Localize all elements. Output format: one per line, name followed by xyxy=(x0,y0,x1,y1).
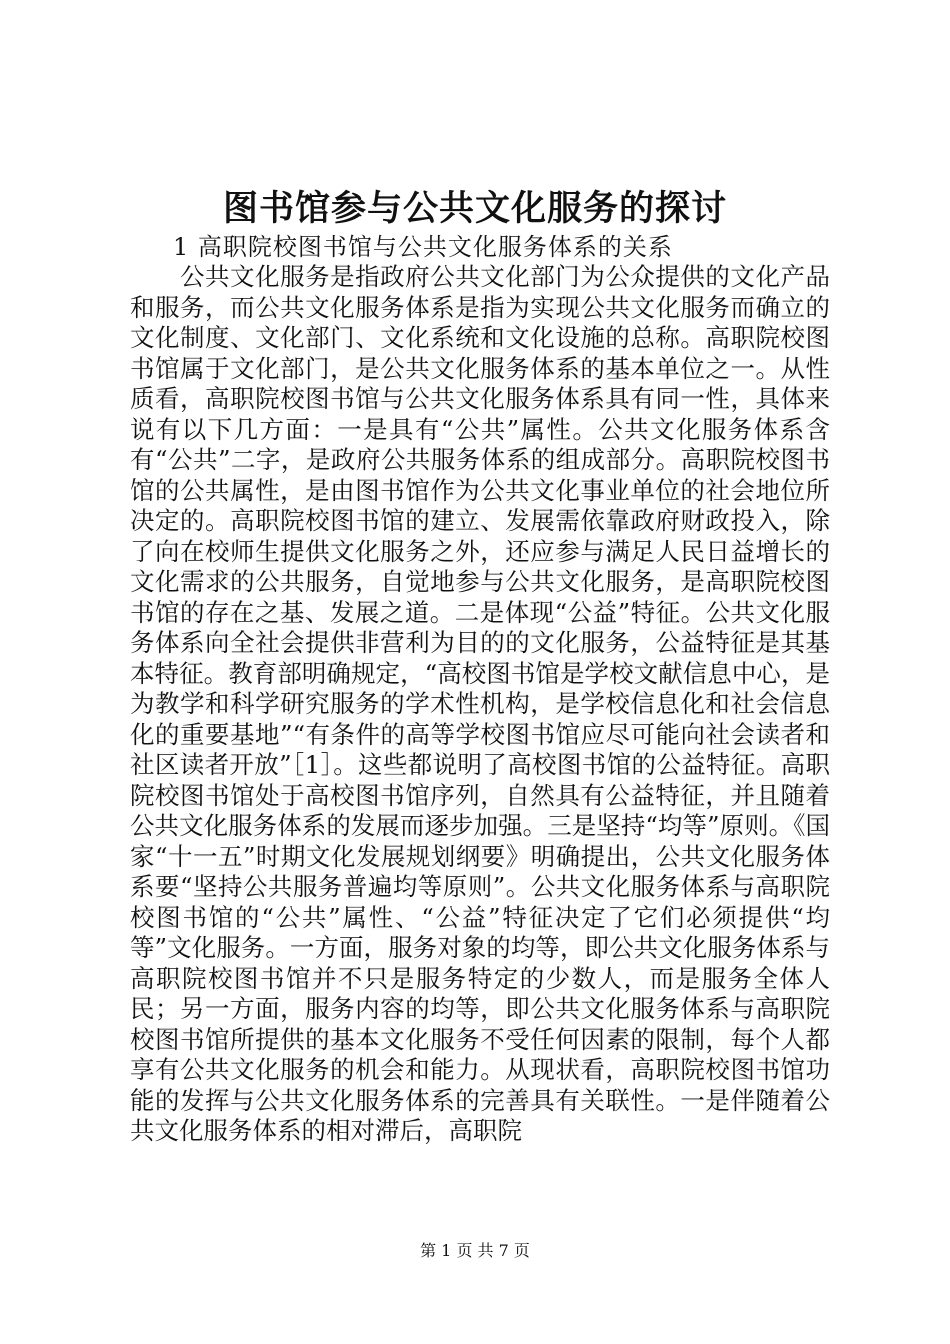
section-heading: 1 高职院校图书馆与公共文化服务体系的关系 xyxy=(173,233,673,261)
page-number: 第 1 页 共 7 页 xyxy=(420,1241,530,1260)
body-paragraph: 公共文化服务是指政府公共文化部门为公众提供的文化产品和服务，而公共文化服务体系是指为实现公共文化服务而确立的文化制度、文化部门、文化系统和文化设施的总称。高职院校图书馆属于文化部门，是公共文化服务体系的基本单位之一。从性质看，高职院校图书馆与公共文化服务体系具有同一性，具体来说有以下几方面：一是具有“公共”属性。公共文化服务体系含有“公共”二字，是政府公共服务体系的组成部分。高职院校图书馆的公共属性，是由图书馆作为公共文化事业单位的社会地位所决定的。高职院校图书馆的建立、发展需依靠政府财政投入，除了向在校师生提供文化服务之外，还应参与满足人民日益增长的文化需求的公共服务，自觉地参与公共文化服务，是高职院校图书馆的存在之基、发展之道。二是体现“公益”特征。公共文化服务体系向全社会提供非营利为目的的文化服务，公益特征是其基本特征。教育部明确规定，“高校图书馆是学校文献信息中心，是为教学和科学研究服务的学术性机构，是学校信息化和社会信息化的重要基地”“有条件的高等学校图书馆应尽可能向社会读者和社区读者开放”［1］。这些都说明了高校图书馆的公益特征。高职院校图书馆处于高校图书馆序列，自然具有公益特征，并且随着公共文化服务体系的发展而逐步加强。三是坚持“均等”原则。《国家“十一五”时期文化发展规划纲要》明确提出，公共文化服务体系要“坚持公共服务普遍均等原则”。公共文化服务体系与高职院校图书馆的“公共”属性、“公益”特征决定了它们必须提供“均等”文化服务。一方面，服务对象的均等，即公共文化服务体系与高职院校图书馆并不只是服务特定的少数人，而是服务全体人民；另一方面，服务内容的均等，即公共文化服务体系与高职院校图书馆所提供的基本文化服务不受任何因素的限制，每个人都享有公共文化服务的机会和能力。从现状看，高职院校图书馆功能的发挥与公共文化服务体系的完善具有关联性。一是伴随着公共文化服务体系的相对滞后，高职院 xyxy=(130,262,830,1145)
document-title: 图书馆参与公共文化服务的探讨 xyxy=(222,189,727,229)
